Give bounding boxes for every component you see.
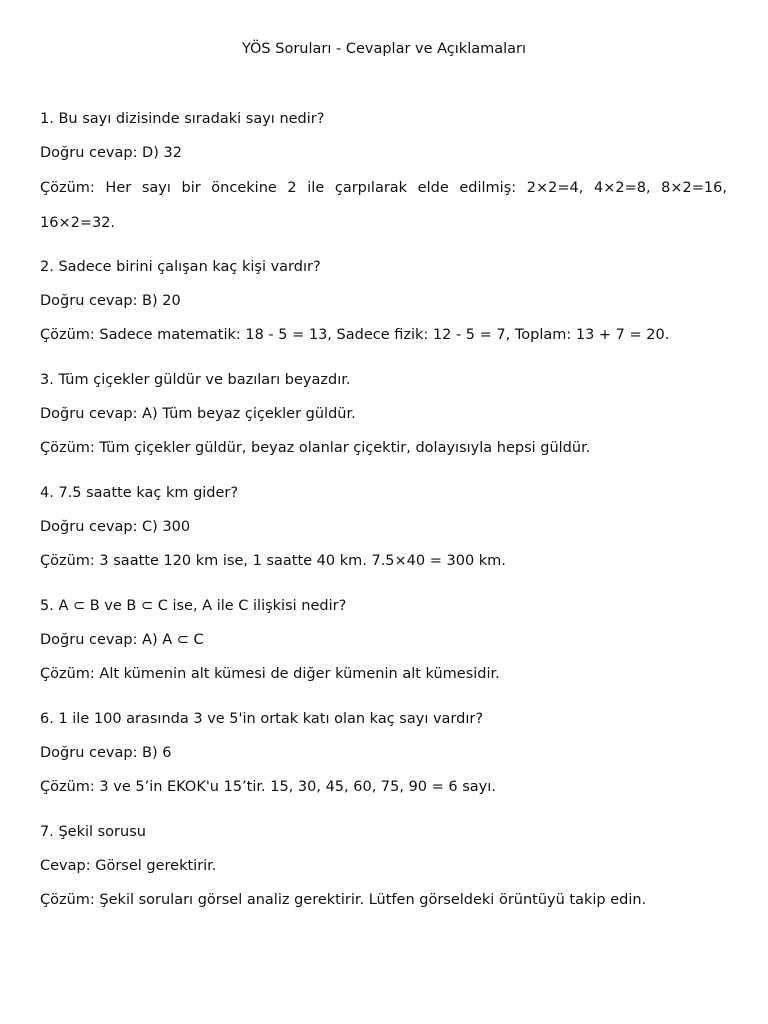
question-text: 2. Sadece birini çalışan kaç kişi vardır?	[40, 259, 321, 275]
question-text: 7. Şekil sorusu	[40, 824, 146, 840]
answer-text: Cevap: Görsel gerektirir.	[40, 858, 217, 874]
qa-item	[40, 110, 727, 240]
qa-item	[40, 484, 727, 571]
qa-item	[40, 710, 727, 797]
answer-text: Doğru cevap: B) 6	[40, 745, 172, 761]
answer-text: Doğru cevap: D) 32	[40, 145, 182, 161]
answer-text: Doğru cevap: C) 300	[40, 519, 191, 535]
question-text: 1. Bu sayı dizisinde sıradaki sayı nedir?	[40, 111, 325, 127]
solution-text: Çözüm: Sadece matematik: 18 - 5 = 13, Sadece fizik: 12 - 5 = 7, Toplam: 13 + 7 = 20.	[40, 327, 670, 343]
solution-text: Çözüm: 3 ve 5’in EKOK'u 15’tir. 15, 30, 45, 60, 75, 90 = 6 sayı.	[40, 779, 496, 795]
question-text: 4. 7.5 saatte kaç km gider?	[40, 485, 239, 501]
question-text: 6. 1 ile 100 arasında 3 ve 5'in ortak katı olan kaç sayı vardır?	[40, 711, 484, 727]
qa-list	[40, 110, 727, 936]
answer-text: Doğru cevap: A) A ⊂ C	[40, 632, 204, 648]
question-text: 3. Tüm çiçekler güldür ve bazıları beyazdır.	[40, 372, 351, 388]
qa-item	[40, 371, 727, 458]
qa-item	[40, 597, 727, 684]
solution-text: Çözüm: 3 saatte 120 km ise, 1 saatte 40 km. 7.5×40 = 300 km.	[40, 553, 506, 569]
document-title: YÖS Soruları - Cevaplar ve Açıklamaları	[241, 41, 527, 57]
solution-text: Çözüm: Tüm çiçekler güldür, beyaz olanlar çiçektir, dolayısıyla hepsi güldür.	[40, 440, 591, 456]
solution-text: Çözüm: Alt kümenin alt kümesi de diğer kümenin alt kümesidir.	[40, 666, 500, 682]
qa-item	[40, 823, 727, 910]
solution-text: Çözüm: Her sayı bir öncekine 2 ile çarpılarak elde edilmiş: 2×2=4, 4×2=8, 8×2=16, 16×2=32.	[40, 180, 727, 231]
solution-text: Çözüm: Şekil soruları görsel analiz gerektirir. Lütfen görseldeki örüntüyü takip edin.	[40, 892, 647, 908]
answer-text: Doğru cevap: B) 20	[40, 293, 181, 309]
qa-item	[40, 258, 727, 345]
answer-text: Doğru cevap: A) Tüm beyaz çiçekler güldür.	[40, 406, 356, 422]
question-text: 5. A ⊂ B ve B ⊂ C ise, A ile C ilişkisi nedir?	[40, 598, 347, 614]
